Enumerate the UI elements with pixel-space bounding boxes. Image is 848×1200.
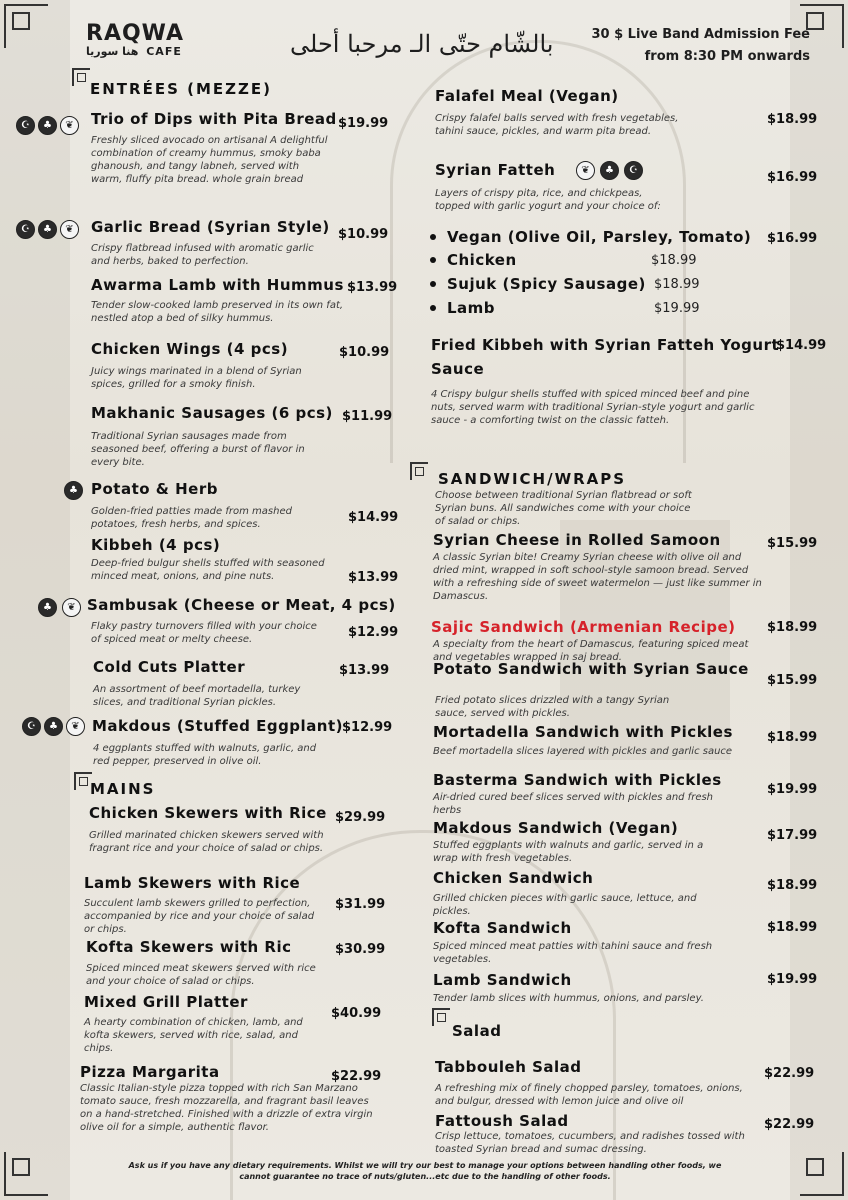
halal-icon: ☪: [22, 717, 41, 736]
fatteh-option-name: Chicken: [447, 251, 517, 269]
menu-item-name: Makdous (Stuffed Eggplant): [92, 717, 344, 735]
menu-item-desc: Spiced minced meat skewers served with rice and your choice of salad or chips.: [86, 963, 316, 987]
fatteh-option-price: $19.99: [654, 301, 700, 316]
brand-cafe: CAFE: [146, 45, 182, 58]
halal-icon: ☪: [16, 116, 35, 135]
halal-icon: ☪: [624, 161, 643, 180]
menu-item-name: Basterma Sandwich with Pickles: [433, 771, 722, 789]
bullet-icon: [430, 257, 436, 263]
fatteh-option-price: $16.99: [767, 231, 818, 246]
menu-item-name: Fattoush Salad: [435, 1112, 569, 1130]
bullet-icon: [430, 234, 436, 240]
menu-item-name: Syrian Fatteh: [435, 161, 556, 179]
menu-item-name: Mortadella Sandwich with Pickles: [433, 723, 733, 741]
menu-item-price: $18.99: [767, 112, 818, 127]
bullet-icon: [430, 281, 436, 287]
menu-item-price: $13.99: [348, 570, 399, 585]
brand-arabic: هنا سوريا: [86, 45, 139, 58]
wheat-icon: ❦: [60, 220, 79, 239]
menu-item-desc: Golden-fried patties made from mashed potatoes, fresh herbs, and spices.: [91, 506, 292, 530]
menu-item-desc: Stuffed eggplants with walnuts and garlic, served in a wrap with fresh vegetables.: [433, 840, 704, 864]
menu-item-price: $31.99: [335, 897, 386, 912]
menu-item-price: $30.99: [335, 942, 386, 957]
menu-item-price: $13.99: [347, 280, 398, 295]
section-ornament: [432, 1008, 452, 1028]
menu-item-price: $22.99: [764, 1066, 815, 1081]
menu-item-desc: Freshly sliced avocado on artisanal A delightful combination of creamy hummus, smoky baba ghanoush, and tangy labneh, served with warm, fluffy pita bread. whole grain bread: [91, 135, 328, 185]
menu-item-desc: A hearty combination of chicken, lamb, and kofta skewers, served with rice, salad, and chips.: [84, 1017, 303, 1054]
menu-item-price: $14.99: [348, 510, 399, 525]
menu-item-desc: Crispy flatbread infused with aromatic garlic and herbs, baked to perfection.: [91, 243, 314, 267]
menu-item-name: Potato & Herb: [91, 480, 218, 498]
menu-item-name: Fried Kibbeh with Syrian Fatteh Yogurt: [431, 336, 780, 354]
fatteh-option-name: Vegan (Olive Oil, Parsley, Tomato): [447, 228, 752, 246]
menu-item-name: Syrian Cheese in Rolled Samoon: [433, 531, 721, 549]
menu-item-desc: Succulent lamb skewers grilled to perfection, accompanied by rice and your choice of salad or chips.: [84, 898, 315, 935]
fatteh-option-price: $18.99: [651, 253, 697, 268]
menu-item-desc: Deep-fried bulgur shells stuffed with seasoned minced meat, onions, and pine nuts.: [91, 558, 325, 582]
menu-item-desc: Spiced minced meat patties with tahini sauce and fresh vegetables.: [433, 941, 713, 965]
corner-ornament-top-left: [4, 4, 48, 48]
menu-item-name: Pizza Margarita: [80, 1063, 220, 1081]
corner-ornament-bottom-left: [4, 1152, 48, 1196]
menu-item-desc: Classic Italian-style pizza topped with rich San Marzano tomato sauce, fresh mozzarella, and fragrant basil leaves on a hand-stretched. Finished with a drizzle of extra virgin olive oil for a simple, authentic flavor.: [80, 1083, 373, 1133]
menu-item-desc: Grilled marinated chicken skewers served with fragrant rice and your choice of salad or chips.: [89, 830, 324, 854]
menu-item-price: $17.99: [767, 828, 818, 843]
menu-item-name: Trio of Dips with Pita Bread: [91, 110, 337, 128]
menu-item-price: $22.99: [331, 1069, 382, 1084]
fatteh-option-name: Lamb: [447, 299, 496, 317]
wheat-icon: ❦: [576, 161, 595, 180]
menu-item-name: Awarma Lamb with Hummus: [91, 276, 344, 294]
menu-item-price: $10.99: [339, 345, 390, 360]
menu-item-name: Potato Sandwich with Syrian Sauce: [433, 660, 749, 678]
arabic-tagline: بالشّام حتّى الـ مرحبا أحلى: [290, 30, 554, 58]
wheat-icon: ❦: [60, 116, 79, 135]
section-ornament: [72, 68, 92, 88]
menu-item-name: Tabbouleh Salad: [435, 1058, 582, 1076]
menu-item-desc: Crisp lettuce, tomatoes, cucumbers, and radishes tossed with toasted Syrian bread and sumac dressing.: [435, 1131, 745, 1155]
halal-icon: ☪: [16, 220, 35, 239]
menu-item-price: $29.99: [335, 810, 386, 825]
menu-item-name: Lamb Skewers with Rice: [84, 874, 301, 892]
section-title-mains: MAINS: [90, 780, 156, 798]
menu-item-desc: Grilled chicken pieces with garlic sauce, lettuce, and pickles.: [433, 893, 697, 917]
menu-item-name: Lamb Sandwich: [433, 971, 572, 989]
live-band-line1: 30 $ Live Band Admission Fee: [591, 27, 810, 42]
menu-item-name: Kofta Sandwich: [433, 919, 572, 937]
dietary-disclaimer: Ask us if you have any dietary requirements. Whilst we will try our best to manage your options between handling other foods, we cannot guarantee no trace of nuts/gluten...etc due to the handling of other foods.: [128, 1161, 722, 1181]
menu-item-price: $15.99: [767, 536, 818, 551]
menu-item-desc: A classic Syrian bite! Creamy Syrian cheese with olive oil and dried mint, wrapped in soft school-style samoon bread. Served with a refreshing side of sweet watermelon — just like summer in Damascus.: [433, 552, 762, 602]
menu-item-name: Chicken Sandwich: [433, 869, 594, 887]
menu-item-name: Makhanic Sausages (6 pcs): [91, 404, 333, 422]
menu-item-price: $14.99: [776, 338, 827, 353]
live-band-notice: [591, 24, 810, 68]
menu-item-name: Makdous Sandwich (Vegan): [433, 819, 679, 837]
menu-item-desc: Layers of crispy pita, rice, and chickpeas, topped with garlic yogurt and your choice of:: [435, 188, 661, 212]
menu-item-price: $16.99: [767, 170, 818, 185]
menu-item-desc: A refreshing mix of finely chopped parsley, tomatoes, onions, and bulgur, dressed with lemon juice and olive oil: [435, 1083, 743, 1107]
menu-item-desc: Flaky pastry turnovers filled with your choice of spiced meat or melty cheese.: [91, 621, 317, 645]
menu-item-desc: Beef mortadella slices layered with pickles and garlic sauce: [433, 746, 733, 757]
menu-item-desc: Juicy wings marinated in a blend of Syrian spices, grilled for a smoky finish.: [91, 366, 302, 390]
wheat-icon: ❦: [66, 717, 85, 736]
menu-item-name: Falafel Meal (Vegan): [435, 87, 619, 105]
leaf-icon: ♣: [600, 161, 619, 180]
menu-item-name: Cold Cuts Platter: [93, 658, 246, 676]
menu-item-name: Garlic Bread (Syrian Style): [91, 218, 330, 236]
menu-item-price: $22.99: [764, 1117, 815, 1132]
menu-item-price: $12.99: [342, 720, 393, 735]
menu-item-desc: A specialty from the heart of Damascus, featuring spiced meat and vegetables wrapped in saj bread.: [433, 639, 749, 663]
live-band-line2: from 8:30 PM onwards: [644, 49, 810, 64]
menu-item-name-highlight: Sajic Sandwich (Armenian Recipe): [431, 618, 736, 636]
menu-item-price: $19.99: [338, 116, 389, 131]
wheat-icon: ❦: [62, 598, 81, 617]
leaf-icon: ♣: [38, 116, 57, 135]
leaf-icon: ♣: [64, 481, 83, 500]
section-title-entrees: ENTRÉES (MEZZE): [90, 80, 272, 98]
menu-item-desc: Crispy falafel balls served with fresh vegetables, tahini sauce, pickles, and warm pita bread.: [435, 113, 679, 137]
menu-item-price: $18.99: [767, 920, 818, 935]
menu-item-name: Mixed Grill Platter: [84, 993, 248, 1011]
menu-item-name-cont: Sauce: [431, 360, 485, 378]
leaf-icon: ♣: [38, 220, 57, 239]
section-title-sandwiches: SANDWICH/WRAPS: [438, 470, 627, 488]
menu-item-price: $40.99: [331, 1006, 382, 1021]
menu-item-desc: Air-dried cured beef slices served with pickles and fresh herbs: [433, 792, 714, 816]
leaf-icon: ♣: [38, 598, 57, 617]
menu-item-name: Kofta Skewers with Ric: [86, 938, 292, 956]
menu-item-price: $11.99: [342, 409, 393, 424]
menu-item-desc: Fried potato slices drizzled with a tangy Syrian sauce, served with pickles.: [435, 695, 670, 719]
menu-item-name: Chicken Wings (4 pcs): [91, 340, 289, 358]
menu-item-price: $18.99: [767, 730, 818, 745]
menu-item-price: $10.99: [338, 227, 389, 242]
menu-item-name: Sambusak (Cheese or Meat, 4 pcs): [87, 596, 396, 614]
brand-name: RAQWA: [86, 21, 184, 46]
section-title-salad: Salad: [452, 1022, 502, 1040]
menu-item-price: $15.99: [767, 673, 818, 688]
menu-item-desc: Tender lamb slices with hummus, onions, and parsley.: [433, 993, 704, 1004]
menu-item-desc: 4 eggplants stuffed with walnuts, garlic, and red pepper, preserved in olive oil.: [93, 743, 317, 767]
menu-item-price: $19.99: [767, 972, 818, 987]
brand-logo: [86, 22, 184, 58]
leaf-icon: ♣: [44, 717, 63, 736]
fatteh-option-name: Sujuk (Spicy Sausage): [447, 275, 646, 293]
menu-item-price: $18.99: [767, 878, 818, 893]
bullet-icon: [430, 305, 436, 311]
menu-item-name: Kibbeh (4 pcs): [91, 536, 221, 554]
menu-item-name: Chicken Skewers with Rice: [89, 804, 327, 822]
menu-item-price: $12.99: [348, 625, 399, 640]
menu-item-desc: Traditional Syrian sausages made from seasoned beef, offering a burst of flavor in every bite.: [91, 431, 305, 468]
menu-item-desc: An assortment of beef mortadella, turkey slices, and traditional Syrian pickles.: [93, 684, 301, 708]
fatteh-option-price: $18.99: [654, 277, 700, 292]
menu-item-price: $18.99: [767, 620, 818, 635]
menu-item-desc: Tender slow-cooked lamb preserved in its own fat, nestled atop a bed of silky hummus.: [91, 300, 344, 324]
section-ornament: [410, 462, 430, 482]
corner-ornament-bottom-right: [800, 1152, 844, 1196]
menu-item-price: $13.99: [339, 663, 390, 678]
menu-item-desc: 4 Crispy bulgur shells stuffed with spiced minced beef and pine nuts, served warm with traditional Syrian-style yogurt and garlic sauce - a comforting twist on the classic fatteh.: [431, 389, 755, 426]
menu-item-price: $19.99: [767, 782, 818, 797]
sandwich-intro: Choose between traditional Syrian flatbread or soft Syrian buns. All sandwiches come with your choice of salad or chips.: [435, 490, 692, 527]
